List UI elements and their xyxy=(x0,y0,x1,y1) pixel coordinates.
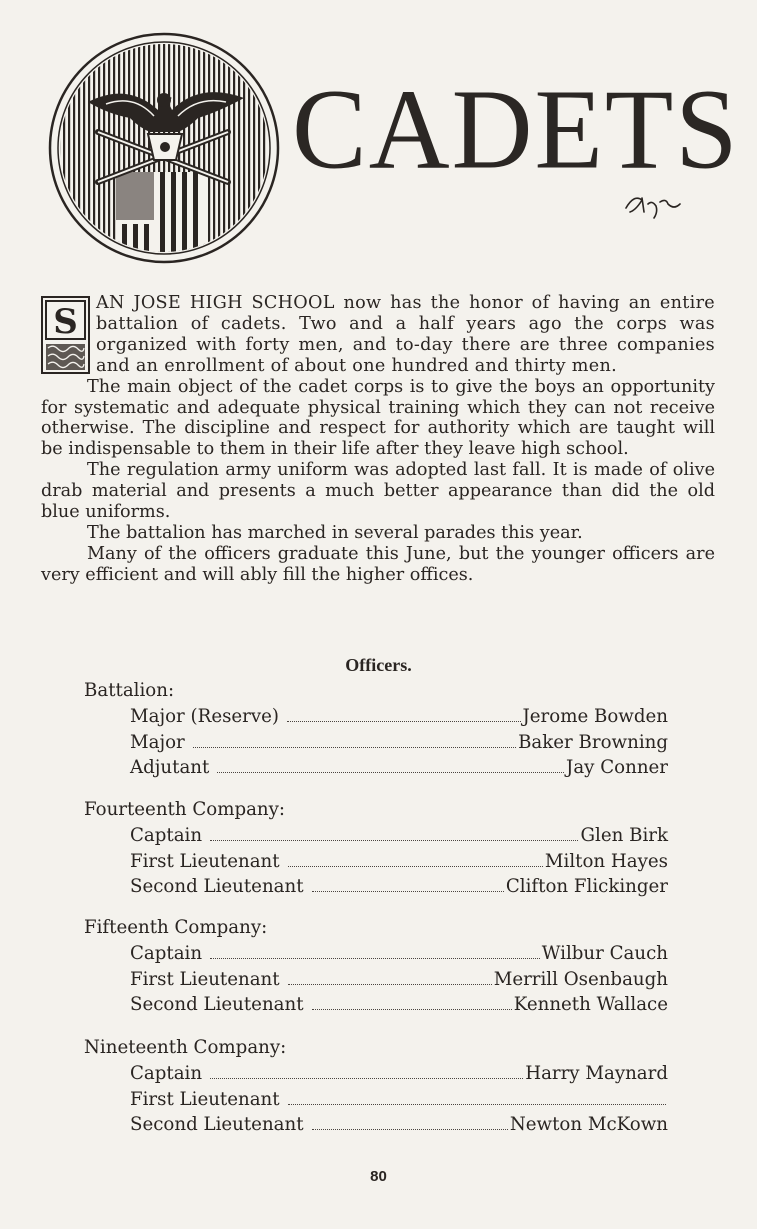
officer-row xyxy=(130,849,668,875)
officer-role: Captain xyxy=(130,1063,203,1084)
dot-leader xyxy=(210,957,540,959)
officer-name: Kenneth Wallace xyxy=(513,994,668,1015)
intro-text xyxy=(41,293,715,586)
officer-role: Captain xyxy=(130,825,203,846)
intro-paragraph-5: Many of the officers graduate this June, but the younger officers are very efficient and will ably fill the higher offices. xyxy=(41,543,715,585)
officer-role: Second Lieutenant xyxy=(130,994,304,1015)
officer-name: Newton McKown xyxy=(509,1114,668,1135)
dot-leader xyxy=(288,1103,666,1105)
dot-leader xyxy=(217,771,564,773)
officer-row xyxy=(130,1112,668,1138)
section-heading: Fifteenth Company: xyxy=(84,917,268,938)
officer-role: Captain xyxy=(130,943,203,964)
page-title: CADETS xyxy=(292,66,740,194)
officer-role: Adjutant xyxy=(130,757,210,778)
section-heading: Fourteenth Company: xyxy=(84,799,286,820)
officer-role: Second Lieutenant xyxy=(130,876,304,897)
officer-row xyxy=(130,992,668,1018)
officer-row xyxy=(130,704,668,730)
dot-leader xyxy=(288,983,492,985)
decorative-dropcap xyxy=(41,296,90,374)
officer-role: First Lieutenant xyxy=(130,968,280,990)
officer-section-nineteenth-company xyxy=(84,1035,668,1138)
dot-leader xyxy=(312,1128,508,1130)
dot-leader xyxy=(288,865,543,867)
officer-row xyxy=(130,755,668,781)
officer-row xyxy=(130,874,668,900)
officer-row xyxy=(130,1087,668,1113)
officer-name: Wilbur Cauch xyxy=(541,943,668,964)
dot-leader xyxy=(312,890,504,892)
artist-signature xyxy=(622,186,684,222)
dot-leader xyxy=(287,720,520,722)
officer-row xyxy=(130,730,668,756)
section-heading: Battalion: xyxy=(84,680,175,701)
page-number: 80 xyxy=(370,1168,387,1185)
intro-paragraph-3: The regulation army uniform was adopted last fall. It is made of olive drab material and presents a much better appearance than did the old blue uniforms. xyxy=(41,460,715,523)
officer-role: Major (Reserve) xyxy=(130,706,280,727)
officer-role: Second Lieutenant xyxy=(130,1114,304,1135)
officer-name: Jerome Bowden xyxy=(522,706,668,727)
cadet-emblem-illustration xyxy=(48,32,280,264)
officer-row xyxy=(130,823,668,849)
dot-leader xyxy=(193,746,516,748)
officer-row xyxy=(130,941,668,967)
officer-role: First Lieutenant xyxy=(130,1088,280,1110)
intro-paragraph-4: The battalion has marched in several parades this year. xyxy=(87,522,583,543)
officer-section-fourteenth-company xyxy=(84,797,668,900)
officer-name: Baker Browning xyxy=(518,731,668,753)
officer-name: Merrill Osenbaugh xyxy=(493,968,668,990)
dot-leader xyxy=(312,1008,512,1010)
officer-row xyxy=(130,967,668,993)
section-heading: Nineteenth Company: xyxy=(84,1037,287,1058)
intro-paragraph-1: AN JOSE HIGH SCHOOL now has the honor of having an entire battalion of cadets. Two and a half years ago the corps was organized with forty men, and to-day there are three companies and an enrollment of about one hundred and thirty men. xyxy=(96,293,715,376)
officer-section-battalion xyxy=(84,678,668,781)
dot-leader xyxy=(210,839,578,841)
officer-name: Milton Hayes xyxy=(544,850,668,872)
officer-row xyxy=(130,1061,668,1087)
intro-paragraph-2: The main object of the cadet corps is to give the boys an opportunity for systematic and adequate physical training which they can not receive otherwise. The discipline and respect for authority which are taught will be indispensable to them in their life after they leave high school. xyxy=(41,376,715,460)
officer-section-fifteenth-company xyxy=(84,915,668,1018)
officers-heading: Officers. xyxy=(345,655,412,675)
officer-role: First Lieutenant xyxy=(130,850,280,872)
officer-name: Clifton Flickinger xyxy=(505,876,668,897)
officer-role: Major xyxy=(130,731,185,753)
officer-name: Harry Maynard xyxy=(525,1063,668,1084)
officer-name: Glen Birk xyxy=(580,825,668,846)
dot-leader xyxy=(210,1077,523,1079)
dropcap-letter: S xyxy=(53,302,78,342)
officer-name: Jay Conner xyxy=(566,757,668,778)
